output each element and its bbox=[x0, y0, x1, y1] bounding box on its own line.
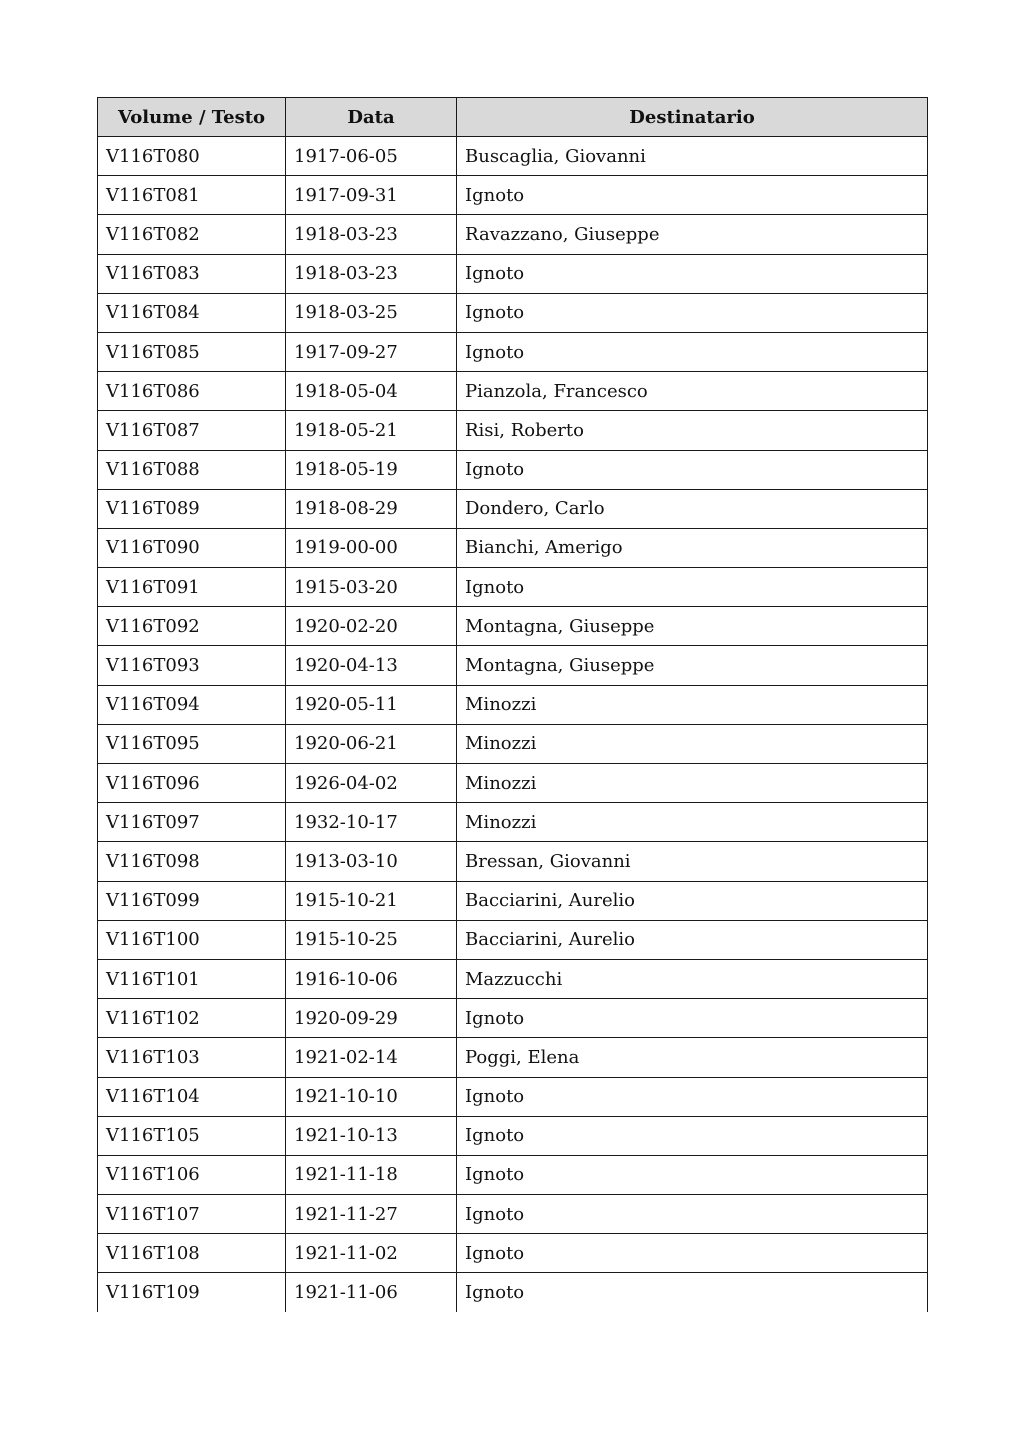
volume-testo-cell: V116T085 bbox=[98, 332, 286, 371]
destinatario-cell: Ignoto bbox=[457, 568, 928, 607]
table-row bbox=[98, 176, 928, 215]
column-header-data: Data bbox=[286, 98, 457, 137]
volume-testo-cell: V116T098 bbox=[98, 842, 286, 881]
volume-testo-cell: V116T101 bbox=[98, 959, 286, 998]
volume-testo-cell: V116T096 bbox=[98, 764, 286, 803]
destinatario-cell: Mazzucchi bbox=[457, 959, 928, 998]
table-header-row bbox=[98, 98, 928, 137]
volume-testo-cell: V116T104 bbox=[98, 1077, 286, 1116]
destinatario-cell: Minozzi bbox=[457, 764, 928, 803]
destinatario-cell: Bacciarini, Aurelio bbox=[457, 881, 928, 920]
destinatario-cell: Montagna, Giuseppe bbox=[457, 646, 928, 685]
table-row bbox=[98, 137, 928, 176]
destinatario-cell: Ignoto bbox=[457, 1195, 928, 1234]
data-cell: 1918-03-23 bbox=[286, 254, 457, 293]
destinatario-cell: Ignoto bbox=[457, 450, 928, 489]
data-cell: 1918-05-19 bbox=[286, 450, 457, 489]
volume-testo-cell: V116T088 bbox=[98, 450, 286, 489]
data-cell: 1915-10-21 bbox=[286, 881, 457, 920]
data-cell: 1921-11-02 bbox=[286, 1234, 457, 1273]
table-row bbox=[98, 724, 928, 763]
volume-testo-cell: V116T099 bbox=[98, 881, 286, 920]
data-cell: 1917-06-05 bbox=[286, 137, 457, 176]
table-row bbox=[98, 607, 928, 646]
destinatario-cell: Ravazzano, Giuseppe bbox=[457, 215, 928, 254]
destinatario-cell: Ignoto bbox=[457, 1116, 928, 1155]
data-cell: 1916-10-06 bbox=[286, 959, 457, 998]
data-cell: 1921-11-27 bbox=[286, 1195, 457, 1234]
volume-testo-cell: V116T092 bbox=[98, 607, 286, 646]
destinatario-cell: Bacciarini, Aurelio bbox=[457, 920, 928, 959]
data-cell: 1921-11-18 bbox=[286, 1155, 457, 1194]
volume-testo-cell: V116T100 bbox=[98, 920, 286, 959]
column-header-volume-testo: Volume / Testo bbox=[98, 98, 286, 137]
volume-testo-cell: V116T090 bbox=[98, 528, 286, 567]
volume-testo-cell: V116T083 bbox=[98, 254, 286, 293]
volume-testo-cell: V116T107 bbox=[98, 1195, 286, 1234]
volume-testo-cell: V116T105 bbox=[98, 1116, 286, 1155]
table-row bbox=[98, 293, 928, 332]
destinatario-cell: Ignoto bbox=[457, 1155, 928, 1194]
volume-testo-cell: V116T095 bbox=[98, 724, 286, 763]
table-row bbox=[98, 764, 928, 803]
destinatario-cell: Minozzi bbox=[457, 803, 928, 842]
data-cell: 1921-11-06 bbox=[286, 1273, 457, 1312]
destinatario-cell: Ignoto bbox=[457, 1077, 928, 1116]
data-cell: 1920-04-13 bbox=[286, 646, 457, 685]
destinatario-cell: Dondero, Carlo bbox=[457, 489, 928, 528]
data-cell: 1913-03-10 bbox=[286, 842, 457, 881]
volume-testo-cell: V116T108 bbox=[98, 1234, 286, 1273]
table-row bbox=[98, 1195, 928, 1234]
destinatario-cell: Ignoto bbox=[457, 176, 928, 215]
table-row bbox=[98, 920, 928, 959]
data-cell: 1918-03-25 bbox=[286, 293, 457, 332]
data-cell: 1915-10-25 bbox=[286, 920, 457, 959]
table-row bbox=[98, 842, 928, 881]
data-cell: 1920-02-20 bbox=[286, 607, 457, 646]
table-row bbox=[98, 1273, 928, 1312]
table-row bbox=[98, 215, 928, 254]
data-cell: 1921-10-10 bbox=[286, 1077, 457, 1116]
letters-table bbox=[97, 97, 928, 1312]
volume-testo-cell: V116T094 bbox=[98, 685, 286, 724]
table-row bbox=[98, 372, 928, 411]
destinatario-cell: Ignoto bbox=[457, 254, 928, 293]
volume-testo-cell: V116T080 bbox=[98, 137, 286, 176]
volume-testo-cell: V116T091 bbox=[98, 568, 286, 607]
table-row bbox=[98, 254, 928, 293]
table-row bbox=[98, 489, 928, 528]
destinatario-cell: Bressan, Giovanni bbox=[457, 842, 928, 881]
data-cell: 1919-00-00 bbox=[286, 528, 457, 567]
destinatario-cell: Minozzi bbox=[457, 724, 928, 763]
destinatario-cell: Montagna, Giuseppe bbox=[457, 607, 928, 646]
data-cell: 1920-09-29 bbox=[286, 999, 457, 1038]
data-cell: 1918-03-23 bbox=[286, 215, 457, 254]
data-cell: 1917-09-31 bbox=[286, 176, 457, 215]
data-cell: 1926-04-02 bbox=[286, 764, 457, 803]
data-cell: 1917-09-27 bbox=[286, 332, 457, 371]
table-row bbox=[98, 1038, 928, 1077]
volume-testo-cell: V116T109 bbox=[98, 1273, 286, 1312]
table-row bbox=[98, 411, 928, 450]
volume-testo-cell: V116T082 bbox=[98, 215, 286, 254]
volume-testo-cell: V116T106 bbox=[98, 1155, 286, 1194]
volume-testo-cell: V116T087 bbox=[98, 411, 286, 450]
volume-testo-cell: V116T093 bbox=[98, 646, 286, 685]
table-row bbox=[98, 528, 928, 567]
data-cell: 1932-10-17 bbox=[286, 803, 457, 842]
volume-testo-cell: V116T097 bbox=[98, 803, 286, 842]
data-cell: 1918-05-04 bbox=[286, 372, 457, 411]
data-cell: 1915-03-20 bbox=[286, 568, 457, 607]
table-row bbox=[98, 1155, 928, 1194]
volume-testo-cell: V116T081 bbox=[98, 176, 286, 215]
table-row bbox=[98, 1234, 928, 1273]
data-cell: 1921-10-13 bbox=[286, 1116, 457, 1155]
table-row bbox=[98, 959, 928, 998]
destinatario-cell: Buscaglia, Giovanni bbox=[457, 137, 928, 176]
table-row bbox=[98, 646, 928, 685]
data-cell: 1920-05-11 bbox=[286, 685, 457, 724]
destinatario-cell: Ignoto bbox=[457, 999, 928, 1038]
table-row bbox=[98, 568, 928, 607]
destinatario-cell: Minozzi bbox=[457, 685, 928, 724]
destinatario-cell: Bianchi, Amerigo bbox=[457, 528, 928, 567]
volume-testo-cell: V116T086 bbox=[98, 372, 286, 411]
data-cell: 1921-02-14 bbox=[286, 1038, 457, 1077]
table-row bbox=[98, 881, 928, 920]
destinatario-cell: Ignoto bbox=[457, 332, 928, 371]
destinatario-cell: Ignoto bbox=[457, 1234, 928, 1273]
data-cell: 1918-05-21 bbox=[286, 411, 457, 450]
table-body bbox=[98, 137, 928, 1313]
table-row bbox=[98, 1116, 928, 1155]
table-row bbox=[98, 1077, 928, 1116]
volume-testo-cell: V116T103 bbox=[98, 1038, 286, 1077]
volume-testo-cell: V116T102 bbox=[98, 999, 286, 1038]
destinatario-cell: Risi, Roberto bbox=[457, 411, 928, 450]
volume-testo-cell: V116T089 bbox=[98, 489, 286, 528]
table-row bbox=[98, 999, 928, 1038]
table-row bbox=[98, 450, 928, 489]
destinatario-cell: Pianzola, Francesco bbox=[457, 372, 928, 411]
table-row bbox=[98, 332, 928, 371]
table-row bbox=[98, 685, 928, 724]
data-cell: 1918-08-29 bbox=[286, 489, 457, 528]
table-row bbox=[98, 803, 928, 842]
destinatario-cell: Ignoto bbox=[457, 1273, 928, 1312]
destinatario-cell: Ignoto bbox=[457, 293, 928, 332]
volume-testo-cell: V116T084 bbox=[98, 293, 286, 332]
column-header-destinatario: Destinatario bbox=[457, 98, 928, 137]
destinatario-cell: Poggi, Elena bbox=[457, 1038, 928, 1077]
data-cell: 1920-06-21 bbox=[286, 724, 457, 763]
